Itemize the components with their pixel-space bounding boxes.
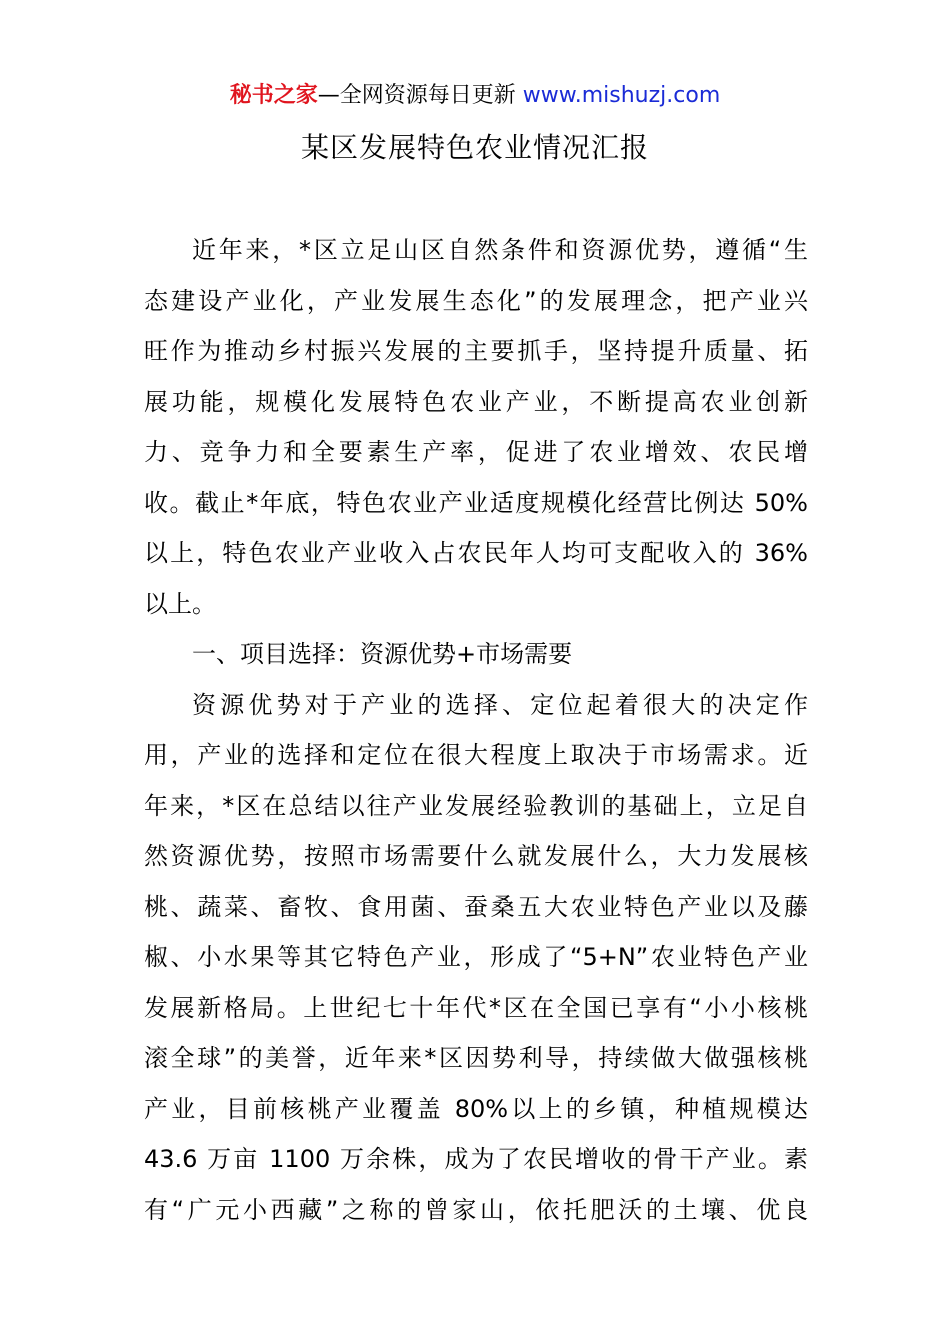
document-body [144,225,808,1235]
document-title: 某区发展特色农业情况汇报 [300,131,649,164]
text-line: 年来，*区在总结以往产业发展经验教训的基础上，立足自 [144,791,808,820]
text-line: 发展新格局。上世纪七十年代*区在全国已享有“小小核桃 [144,993,808,1022]
text-line: 43.6 万亩 1100 万余株，成为了农民增收的骨干产业。素 [144,1145,808,1173]
text-line: 滚全球”的美誉，近年来*区因势利导，持续做大做强核桃 [144,1044,808,1072]
text-line: 产业，目前核桃产业覆盖 80%以上的乡镇，种植规模达 [144,1094,808,1123]
site-header [0,80,950,112]
site-brand: 秘书之家 [229,83,318,108]
text-line: 展功能，规模化发展特色农业产业，不断提高农业创新 [144,387,808,416]
text-line: 收。截止*年底，特色农业产业适度规模化经营比例达 50% [144,488,808,517]
text-line: 力、竞争力和全要素生产率，促进了农业增效、农民增 [144,438,808,466]
text-line: 以上。 [144,589,216,618]
site-url-link[interactable]: www.mishuzj.com [522,83,721,108]
text-line: 旺作为推动乡村振兴发展的主要抓手，坚持提升质量、拓 [144,337,808,365]
text-line: 椒、小水果等其它特色产业，形成了“5+N”农业特色产业 [144,943,808,971]
text-line: 然资源优势，按照市场需要什么就发展什么，大力发展核 [144,842,808,870]
text-line: 用，产业的选择和定位在很大程度上取决于市场需求。近 [144,741,808,769]
text-line: 资源优势对于产业的选择、定位起着很大的决定作 [192,690,808,719]
text-line: 以上，特色农业产业收入占农民年人均可支配收入的 36% [144,539,808,567]
text-line: 近年来，*区立足山区自然条件和资源优势，遵循“生 [192,236,808,264]
section-heading: 一、项目选择：资源优势+市场需要 [192,640,573,668]
site-tagline: —全网资源每日更新 [317,83,523,108]
text-line: 态建设产业化，产业发展生态化”的发展理念，把产业兴 [144,286,808,315]
text-line: 有“广元小西藏”之称的曾家山，依托肥沃的土壤、优良 [144,1195,808,1224]
text-line: 桃、蔬菜、畜牧、食用菌、蚕桑五大农业特色产业以及藤 [144,892,808,921]
